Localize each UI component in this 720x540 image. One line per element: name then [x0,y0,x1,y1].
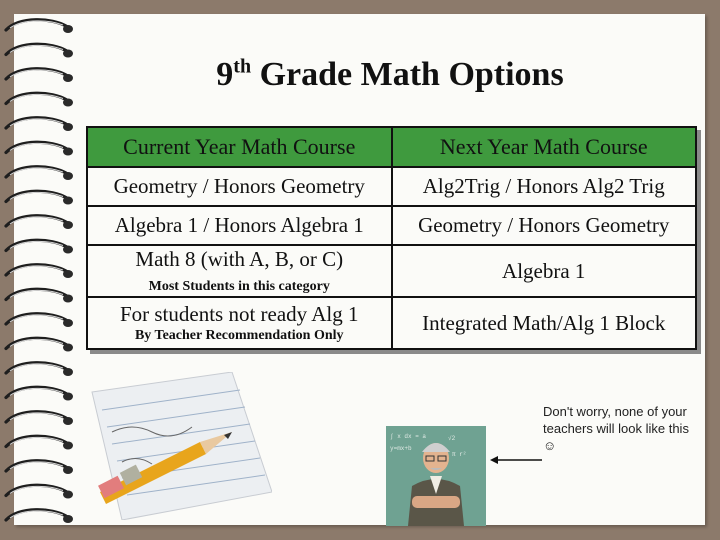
current-course-cell [87,297,392,349]
binding-ring [6,93,73,106]
table-row [87,297,696,349]
next-course-cell: Alg2Trig / Honors Alg2 Trig [392,167,697,206]
binding-ring [6,265,73,278]
binding-ring [6,216,73,229]
current-course-note: Most Students in this category [148,278,330,294]
binding-ring [6,167,73,180]
current-course-cell: Algebra 1 / Honors Algebra 1 [87,206,392,245]
binding-ring [6,289,73,302]
current-course-label: Math 8 (with A, B, or C) [135,246,344,271]
teacher-note: Don't worry, none of your teachers will look like this☺ [543,404,689,453]
current-course-note: By Teacher Recommendation Only [134,327,344,343]
binding-ring [6,387,73,400]
binding-ring [6,69,73,82]
binding-ring [6,485,73,498]
binding-ring [6,314,73,327]
current-course-label: For students not ready Alg 1 [119,301,359,326]
pencil-paper-image [82,372,272,520]
next-course-cell: Geometry / Honors Geometry [392,206,697,245]
svg-text:y=mx+b: y=mx+b [390,445,412,452]
binding-ring [6,412,73,425]
binding-ring [6,461,73,474]
svg-text:π r²: π r² [452,451,467,458]
binding-ring [6,142,73,155]
svg-text:∫ x dx = a: ∫ x dx = a [390,433,427,440]
current-course-cell [87,245,392,297]
binding-ring [6,20,73,33]
table-row [87,245,696,297]
binding-ring [6,363,73,376]
slide-title: 9th Grade Math Options [216,55,564,93]
arrow-icon [490,452,542,468]
binding-ring [6,191,73,204]
binding-ring [6,118,73,131]
next-course-cell: Integrated Math/Alg 1 Block [392,297,697,349]
binding-ring [6,510,73,523]
header-current-year: Current Year Math Course [87,127,392,167]
next-course-cell: Algebra 1 [392,245,697,297]
header-next-year: Next Year Math Course [392,127,697,167]
current-course-cell: Geometry / Honors Geometry [87,167,392,206]
table-row [87,206,696,245]
teacher-photo [386,426,486,526]
binding-ring [6,436,73,449]
svg-text:√2: √2 [448,435,456,442]
spiral-binding [0,0,80,540]
table-header-row [87,127,696,167]
binding-ring [6,338,73,351]
course-options-table [86,126,697,350]
binding-ring [6,44,73,57]
table-row [87,167,696,206]
binding-ring [6,240,73,253]
